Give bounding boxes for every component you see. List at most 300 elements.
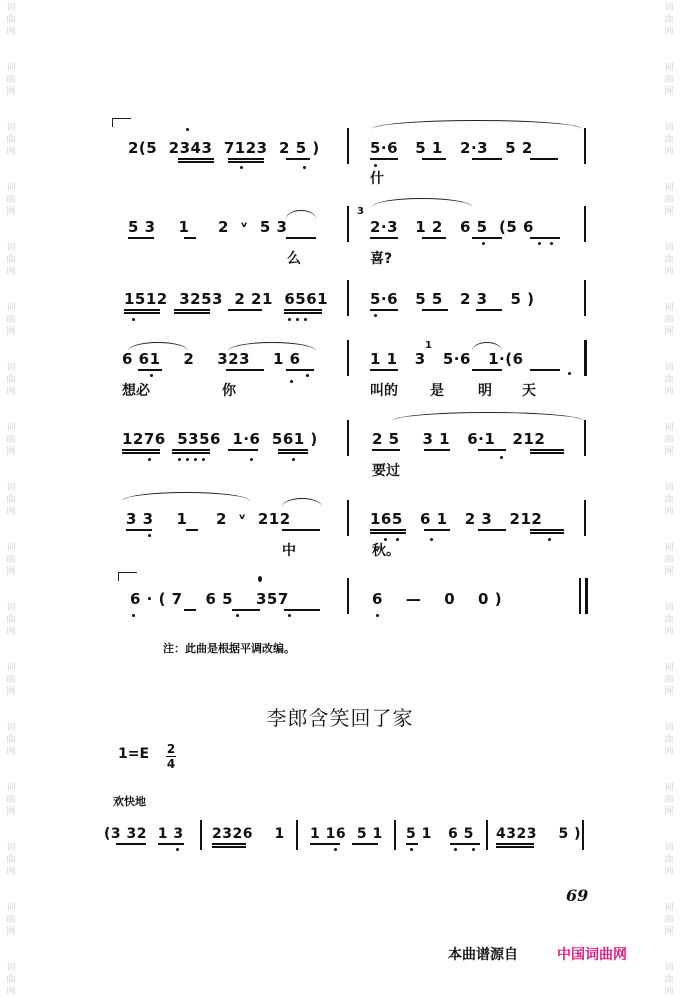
watermark-char: 词	[664, 183, 674, 193]
lower-dot	[148, 458, 151, 461]
song-measure: (3 32 1 3	[104, 826, 184, 842]
watermark-char: 词	[664, 483, 674, 493]
barline	[347, 128, 349, 164]
lower-dot	[376, 614, 379, 617]
watermark-char: 词	[664, 303, 674, 313]
row6-left: 3 3 1 2 ᵛ 212	[126, 510, 291, 528]
beam	[370, 309, 398, 311]
watermark-char: 词	[664, 123, 674, 133]
watermark-char: 网	[664, 987, 674, 997]
watermark-char: 网	[664, 507, 674, 517]
lyric: 喜?	[370, 251, 393, 267]
beam	[286, 237, 316, 239]
beam	[124, 312, 160, 314]
beam	[178, 158, 214, 160]
lower-dot	[194, 458, 197, 461]
watermark-char: 曲	[664, 855, 674, 865]
watermark-char: 网	[6, 627, 16, 637]
barline	[582, 820, 584, 850]
phrase-slur	[122, 492, 250, 501]
watermark-char: 曲	[6, 255, 16, 265]
watermark-char: 曲	[6, 375, 16, 385]
watermark-char: 词	[664, 363, 674, 373]
lower-dot	[150, 374, 153, 377]
watermark-char: 网	[664, 147, 674, 157]
beam	[530, 532, 564, 534]
watermark-group	[662, 902, 676, 938]
watermark-group	[662, 782, 676, 818]
lower-dot	[240, 166, 243, 169]
song-measure: 1 16 5 1	[310, 826, 383, 842]
lower-dot	[500, 456, 503, 459]
watermark-char: 曲	[664, 615, 674, 625]
row3-left: 1512 3253 2 21 6561	[124, 290, 329, 308]
watermark-char: 词	[6, 303, 16, 313]
watermark-char: 曲	[6, 555, 16, 565]
barline	[394, 820, 396, 850]
watermark-group	[4, 242, 18, 278]
beam	[424, 449, 450, 451]
watermark-char: 曲	[664, 375, 674, 385]
lower-dot	[334, 848, 337, 851]
watermark-char: 曲	[664, 735, 674, 745]
accent-mark	[258, 576, 262, 582]
watermark-char: 网	[664, 267, 674, 277]
time-top: 2	[166, 742, 176, 756]
phrase-slur	[372, 120, 582, 129]
watermark-char: 词	[664, 843, 674, 853]
lower-dot	[430, 538, 433, 541]
beam	[530, 158, 558, 160]
row7-left: 6 · ( 7 6 5 357	[130, 590, 289, 608]
beam	[284, 309, 322, 311]
watermark-char: 曲	[6, 855, 16, 865]
watermark-char: 词	[6, 183, 16, 193]
beam	[472, 237, 502, 239]
beam	[370, 532, 406, 534]
watermark-char: 曲	[6, 615, 16, 625]
watermark-char: 词	[6, 3, 16, 13]
lyric: 什	[370, 171, 384, 187]
lower-dot	[410, 848, 413, 851]
lower-dot	[176, 848, 179, 851]
beam	[370, 369, 398, 371]
watermark-char: 词	[664, 663, 674, 673]
barline	[584, 500, 586, 536]
lower-dot	[538, 242, 541, 245]
beam	[278, 452, 308, 454]
row5-right: 2 5 3 1 6·1 212	[372, 430, 546, 448]
lower-dot	[303, 166, 306, 169]
watermark-char: 曲	[6, 735, 16, 745]
barline	[584, 206, 586, 242]
lower-dot	[132, 318, 135, 321]
lyric: 秋。	[372, 543, 400, 559]
song-measure: 5 1 6 5	[406, 826, 474, 842]
beam	[174, 309, 210, 311]
beam	[278, 449, 308, 451]
watermark-char: 曲	[6, 975, 16, 985]
watermark-group	[4, 962, 18, 998]
barline	[584, 340, 587, 376]
beam	[172, 452, 210, 454]
watermark-char: 网	[6, 747, 16, 757]
beam	[184, 237, 196, 239]
page-number: 69	[566, 886, 589, 905]
tie-slur	[286, 210, 316, 219]
watermark-char: 词	[664, 903, 674, 913]
watermark-char: 曲	[664, 675, 674, 685]
row4-right: 1 1 3 5·6 1·(6	[370, 350, 524, 368]
watermark-char: 词	[664, 963, 674, 973]
beam	[284, 312, 322, 314]
watermark-group	[4, 302, 18, 338]
watermark-char: 词	[6, 123, 16, 133]
beam	[128, 237, 154, 239]
watermark-char: 网	[664, 387, 674, 397]
watermark-char: 网	[664, 627, 674, 637]
row1-left: 2(5 2343 7123 2 5 )	[128, 139, 320, 157]
song-title: 李郎含笑回了家	[266, 706, 414, 730]
beam	[126, 529, 152, 531]
lyric: 天	[522, 383, 536, 399]
watermark-char: 词	[6, 903, 16, 913]
beam	[478, 529, 506, 531]
beam	[172, 449, 210, 451]
beam	[424, 529, 450, 531]
grace-note: 1	[425, 340, 432, 351]
beam	[476, 309, 502, 311]
row2-left: 5 3 1 2 ᵛ 5 3	[128, 218, 288, 236]
watermark-char: 网	[6, 507, 16, 517]
barline	[486, 820, 488, 850]
watermark-char: 网	[664, 87, 674, 97]
beam	[158, 843, 184, 845]
watermark-char: 曲	[6, 195, 16, 205]
watermark-char: 网	[6, 147, 16, 157]
beam	[496, 843, 534, 845]
lower-dot	[296, 318, 299, 321]
watermark-char: 网	[6, 447, 16, 457]
tempo-marking: 欢快地	[113, 795, 146, 808]
beam	[352, 843, 378, 845]
lower-dot	[178, 458, 181, 461]
watermark-char: 曲	[6, 135, 16, 145]
watermark-group	[662, 182, 676, 218]
upper-dot	[186, 128, 189, 131]
song-measure: 2326 1	[212, 826, 285, 842]
watermark-char: 曲	[664, 975, 674, 985]
watermark-group	[662, 542, 676, 578]
beam	[282, 529, 320, 531]
watermark-char: 曲	[664, 135, 674, 145]
watermark-char: 曲	[6, 795, 16, 805]
watermark-char: 网	[6, 987, 16, 997]
tie-slur	[282, 498, 322, 507]
lyric: 要过	[372, 463, 400, 479]
barline	[200, 820, 202, 850]
watermark-char: 词	[6, 363, 16, 373]
barline	[347, 500, 349, 536]
watermark-char: 网	[6, 27, 16, 37]
watermark-char: 词	[6, 783, 16, 793]
key-signature: 1=E	[118, 746, 150, 762]
watermark-char: 网	[664, 207, 674, 217]
lower-dot	[374, 314, 377, 317]
watermark-char: 网	[6, 867, 16, 877]
watermark-group	[4, 182, 18, 218]
watermark-char: 曲	[664, 75, 674, 85]
phrase-slur	[392, 412, 584, 421]
watermark-char: 网	[664, 687, 674, 697]
lyric: 叫的	[370, 383, 398, 399]
lower-dot	[304, 318, 307, 321]
lyric: 是	[430, 383, 444, 399]
watermark-char: 词	[6, 843, 16, 853]
watermark-group	[662, 602, 676, 638]
watermark-group	[4, 842, 18, 878]
watermark-char: 曲	[6, 315, 16, 325]
final-barline	[579, 578, 581, 614]
watermark-char: 曲	[664, 435, 674, 445]
beam	[370, 529, 406, 531]
watermark-group	[662, 242, 676, 278]
lower-dot	[550, 242, 553, 245]
beam	[226, 369, 264, 371]
watermark-char: 曲	[664, 15, 674, 25]
beam	[530, 369, 560, 371]
beam	[212, 843, 246, 845]
lyric: 中	[282, 543, 296, 559]
beam	[530, 529, 564, 531]
watermark-char: 网	[664, 747, 674, 757]
row1-right: 5·6 5 1 2·3 5 2	[370, 139, 533, 157]
lyric: 么	[287, 251, 301, 267]
beam	[184, 609, 196, 611]
beam	[232, 609, 260, 611]
watermark-char: 网	[6, 327, 16, 337]
watermark-char: 曲	[6, 435, 16, 445]
watermark-group	[4, 662, 18, 698]
lower-dot	[236, 614, 239, 617]
watermark-char: 网	[6, 927, 16, 937]
watermark-char: 词	[6, 243, 16, 253]
beam	[478, 449, 506, 451]
watermark-char: 网	[664, 447, 674, 457]
lower-dot	[288, 614, 291, 617]
watermark-char: 曲	[664, 315, 674, 325]
time-bottom: 4	[166, 757, 176, 771]
watermark-char: 词	[664, 723, 674, 733]
watermark-group	[662, 482, 676, 518]
beam	[472, 369, 502, 371]
beam	[284, 609, 320, 611]
watermark-char: 曲	[6, 75, 16, 85]
lower-dot	[292, 458, 295, 461]
lower-dot	[306, 374, 309, 377]
watermark-char: 词	[664, 3, 674, 13]
beam	[138, 369, 162, 371]
watermark-char: 网	[6, 387, 16, 397]
watermark-char: 曲	[6, 915, 16, 925]
barline	[584, 420, 586, 456]
beam	[186, 529, 198, 531]
beam	[286, 158, 310, 160]
watermark-char: 网	[664, 867, 674, 877]
watermark-group	[662, 302, 676, 338]
beam	[228, 309, 262, 311]
watermark-char: 网	[664, 927, 674, 937]
watermark-group	[662, 422, 676, 458]
time-signature	[166, 742, 176, 771]
barline	[347, 206, 349, 242]
footer-brand-link[interactable]: 中国词曲网	[557, 947, 627, 963]
watermark-group	[662, 362, 676, 398]
beam	[530, 449, 564, 451]
beam	[310, 843, 340, 845]
watermark-char: 曲	[6, 495, 16, 505]
watermark-group	[4, 2, 18, 38]
beam	[124, 309, 160, 311]
watermark-group	[4, 62, 18, 98]
phrase-slur	[372, 198, 472, 207]
watermark-group	[662, 662, 676, 698]
watermark-char: 网	[664, 567, 674, 577]
beam	[228, 161, 264, 163]
beam	[116, 843, 146, 845]
watermark-char: 词	[6, 423, 16, 433]
watermark-char: 曲	[6, 15, 16, 25]
watermark-group	[4, 542, 18, 578]
beam	[422, 158, 446, 160]
watermark-char: 网	[6, 567, 16, 577]
final-barline	[585, 578, 588, 614]
lyric: 想必	[122, 383, 150, 399]
beam	[472, 158, 502, 160]
watermark-char: 网	[6, 687, 16, 697]
watermark-char: 词	[6, 63, 16, 73]
watermark-char: 网	[6, 267, 16, 277]
row7-right: 6 — 0 0 )	[372, 590, 503, 608]
watermark-char: 曲	[664, 795, 674, 805]
watermark-group	[662, 842, 676, 878]
beam	[370, 158, 398, 160]
watermark-group	[662, 962, 676, 998]
lower-dot	[482, 242, 485, 245]
beam	[228, 158, 264, 160]
watermark-char: 网	[6, 87, 16, 97]
watermark-char: 网	[6, 207, 16, 217]
watermark-char: 词	[6, 603, 16, 613]
lower-dot	[472, 848, 475, 851]
watermark-group	[4, 362, 18, 398]
barline	[584, 128, 586, 164]
beam	[122, 452, 160, 454]
watermark-char: 曲	[6, 675, 16, 685]
watermark-group	[4, 782, 18, 818]
watermark-group	[662, 62, 676, 98]
grace-note: 3	[357, 206, 364, 217]
watermark-group	[662, 2, 676, 38]
barline	[347, 340, 349, 376]
footer-source: 本曲谱源自	[448, 947, 518, 963]
watermark-group	[4, 602, 18, 638]
barline	[584, 280, 586, 316]
barline	[347, 280, 349, 316]
watermark-group	[4, 902, 18, 938]
watermark-char: 网	[664, 807, 674, 817]
lower-dot	[454, 848, 457, 851]
beam	[450, 843, 480, 845]
bracket-mark	[118, 572, 137, 581]
row4-left: 6 61 2 323 1 6	[122, 350, 301, 368]
footnote: 注：此曲是根据平调改编。	[163, 642, 295, 655]
lower-dot	[148, 534, 151, 537]
watermark-char: 词	[6, 543, 16, 553]
watermark-char: 曲	[664, 255, 674, 265]
watermark-char: 曲	[664, 555, 674, 565]
watermark-char: 网	[6, 807, 16, 817]
row3-right: 5·6 5 5 2 3 5 )	[370, 290, 535, 308]
watermark-char: 网	[664, 27, 674, 37]
watermark-char: 曲	[664, 195, 674, 205]
bracket-mark	[112, 118, 131, 127]
beam	[422, 309, 448, 311]
song-measure: 4323 5 )	[496, 826, 581, 842]
watermark-char: 词	[664, 783, 674, 793]
beam	[178, 161, 214, 163]
lower-dot	[568, 372, 571, 375]
lower-dot	[250, 458, 253, 461]
row2-right: 2·3 1 2 6 5 (5 6	[370, 218, 534, 236]
beam	[530, 237, 560, 239]
row6-right: 165 6 1 2 3 212	[370, 510, 543, 528]
barline	[347, 578, 349, 614]
lyric: 你	[222, 383, 236, 399]
watermark-group	[4, 482, 18, 518]
watermark-char: 词	[6, 963, 16, 973]
watermark-char: 词	[6, 663, 16, 673]
barline	[296, 820, 298, 850]
barline	[347, 420, 349, 456]
lower-dot	[374, 164, 377, 167]
beam	[212, 846, 246, 848]
lower-dot	[186, 458, 189, 461]
beam	[174, 312, 210, 314]
lyric: 明	[478, 383, 492, 399]
beam	[370, 237, 398, 239]
lower-dot	[290, 380, 293, 383]
watermark-group	[4, 122, 18, 158]
lower-dot	[202, 458, 205, 461]
row5-left: 1276 5356 1·6 561 )	[122, 430, 318, 448]
beam	[496, 846, 534, 848]
lower-dot	[548, 538, 551, 541]
watermark-char: 词	[664, 243, 674, 253]
beam	[228, 449, 258, 451]
beam	[122, 449, 160, 451]
watermark-group	[4, 422, 18, 458]
beam	[286, 369, 314, 371]
watermark-char: 词	[664, 603, 674, 613]
watermark-char: 词	[6, 483, 16, 493]
beam	[372, 449, 400, 451]
watermark-char: 网	[664, 327, 674, 337]
beam	[530, 452, 564, 454]
watermark-char: 曲	[664, 495, 674, 505]
watermark-char: 曲	[664, 915, 674, 925]
watermark-char: 词	[664, 543, 674, 553]
